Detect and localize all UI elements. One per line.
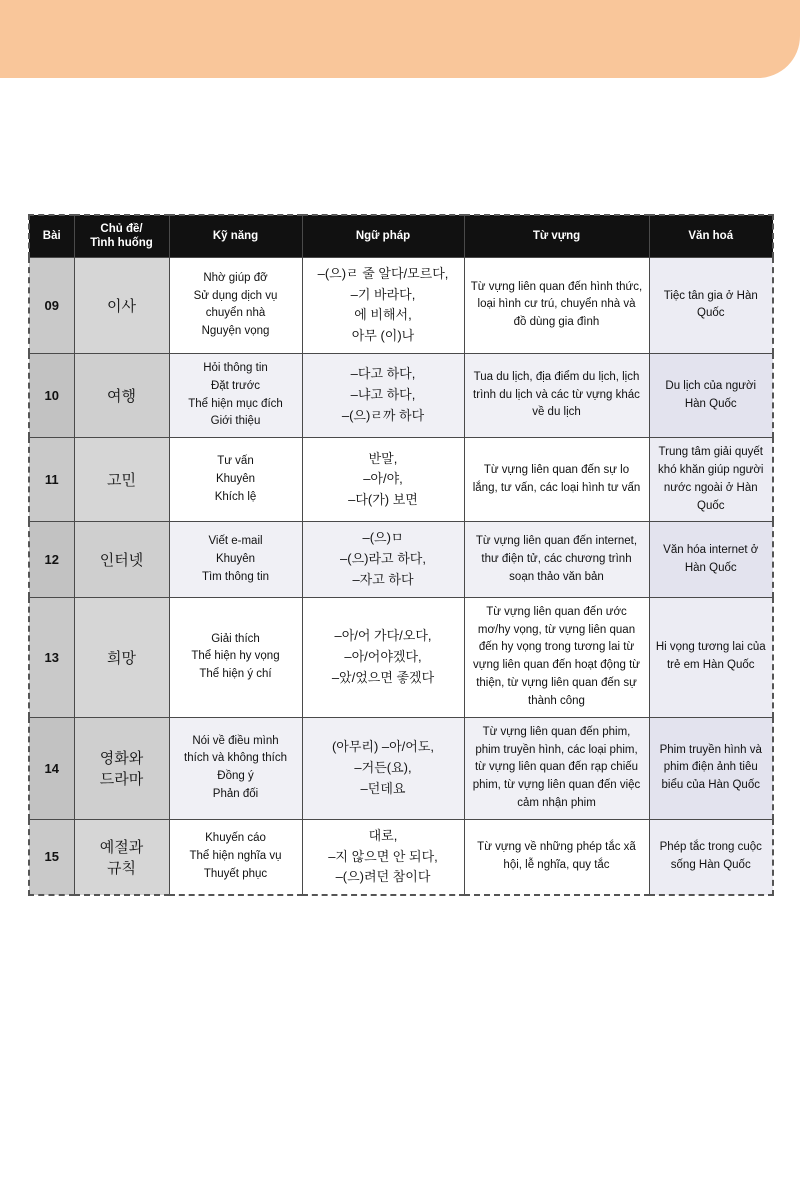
cell-skill	[169, 522, 302, 597]
cell-culture: Phép tắc trong cuộc sống Hàn Quốc	[649, 819, 773, 895]
cell-skill	[169, 597, 302, 717]
skill-line: Nhờ giúp đỡ	[203, 271, 268, 284]
skill-line: Tìm thông tin	[201, 570, 270, 583]
cell-skill	[169, 353, 302, 437]
table-row	[29, 819, 773, 895]
grammar-line: 에 비해서,	[354, 307, 412, 323]
column-header-topic	[74, 215, 169, 257]
skill-line: Khích lệ	[214, 490, 257, 503]
skill-line: thích và không thích	[184, 752, 287, 765]
grammar-line: –지 않으면 안 되다,	[328, 848, 438, 864]
cell-skill	[169, 819, 302, 895]
cell-culture: Hi vọng tương lai của trẻ em Hàn Quốc	[649, 597, 773, 717]
cell-culture: Trung tâm giải quyết khó khăn giúp người nước ngoài ở Hàn Quốc	[649, 438, 773, 522]
grammar-line: –(으)려던 참이다	[335, 869, 431, 885]
table-row	[29, 717, 773, 819]
skill-line: Thể hiện ý chí	[199, 668, 272, 681]
column-header-grammar: Ngữ pháp	[302, 215, 464, 257]
column-header-topic-line2: Tình huống	[90, 237, 153, 250]
topic-line: 예절과	[99, 838, 144, 856]
column-header-bai: Bài	[29, 215, 74, 257]
cell-grammar	[302, 257, 464, 353]
cell-lesson-number: 13	[29, 597, 74, 717]
grammar-line: –았/었으면 좋겠다	[331, 669, 435, 685]
column-header-culture: Văn hoá	[649, 215, 773, 257]
grammar-line: –다(가) 보면	[348, 492, 418, 508]
cell-topic: 인터넷	[74, 522, 169, 597]
table-row	[29, 522, 773, 597]
cell-skill	[169, 438, 302, 522]
skill-line: Nguyện vọng	[201, 325, 270, 338]
cell-grammar	[302, 717, 464, 819]
cell-vocabulary: Từ vựng liên quan đến ước mơ/hy vọng, từ vựng liên quan đến hy vọng trong tương lai từ vựng liên quan đến hoạt động từ thiện, từ vựng liên quan đến sự thành công	[464, 597, 649, 717]
table-row	[29, 597, 773, 717]
cell-lesson-number: 15	[29, 819, 74, 895]
cell-culture: Du lịch của người Hàn Quốc	[649, 353, 773, 437]
cell-topic: 이사	[74, 257, 169, 353]
syllabus-table	[28, 214, 774, 896]
skill-line: Thể hiện mục đích	[188, 397, 283, 410]
grammar-line: 아무 (이)나	[351, 328, 415, 344]
grammar-line: –(으)ㄹ 줄 알다/모르다,	[317, 265, 449, 281]
skill-line: Phản đối	[212, 788, 259, 801]
skill-line: Đặt trước	[210, 379, 261, 392]
skill-line: Hỏi thông tin	[203, 361, 268, 374]
grammar-line: –다고 하다,	[350, 366, 416, 382]
cell-culture: Phim truyền hình và phim điện ảnh tiêu biểu của Hàn Quốc	[649, 717, 773, 819]
topic-line: 규칙	[107, 859, 136, 877]
skill-line: Giải thích	[211, 632, 260, 645]
decorative-corner-band	[0, 0, 800, 78]
grammar-line: –(으)ㅁ	[362, 530, 404, 546]
table-header-row	[29, 215, 773, 257]
skill-line: Viết e-mail	[208, 534, 263, 547]
cell-vocabulary: Tua du lịch, địa điểm du lịch, lịch trình du lịch và các từ vựng khác về du lịch	[464, 353, 649, 437]
grammar-line: –자고 하다	[352, 572, 414, 588]
cell-grammar	[302, 597, 464, 717]
cell-vocabulary: Từ vựng về những phép tắc xã hội, lễ nghĩa, quy tắc	[464, 819, 649, 895]
cell-lesson-number: 12	[29, 522, 74, 597]
cell-culture: Tiệc tân gia ở Hàn Quốc	[649, 257, 773, 353]
grammar-line: 대로,	[368, 827, 398, 843]
grammar-line: –아/어 가다/오다,	[334, 628, 432, 644]
cell-topic: 여행	[74, 353, 169, 437]
cell-topic	[74, 717, 169, 819]
cell-vocabulary: Từ vựng liên quan đến internet, thư điện tử, các chương trình soạn thảo văn bản	[464, 522, 649, 597]
grammar-line: –거든(요),	[354, 759, 412, 775]
skill-line: Thể hiện hy vọng	[191, 650, 280, 663]
cell-skill	[169, 257, 302, 353]
skill-line: chuyển nhà	[205, 307, 266, 320]
grammar-line: –냐고 하다,	[350, 387, 416, 403]
skill-line: Khuyên	[215, 552, 255, 565]
cell-skill	[169, 717, 302, 819]
skill-line: Đồng ý	[217, 770, 254, 783]
cell-lesson-number: 09	[29, 257, 74, 353]
grammar-line: –(으)ㄹ까 하다	[341, 407, 425, 423]
cell-lesson-number: 14	[29, 717, 74, 819]
skill-line: Giới thiệu	[210, 415, 261, 428]
grammar-line: –아/어야겠다,	[344, 648, 422, 664]
cell-grammar	[302, 522, 464, 597]
topic-line: 영화와	[99, 750, 144, 768]
grammar-line: –기 바라다,	[350, 286, 416, 302]
cell-grammar	[302, 438, 464, 522]
column-header-topic-line1: Chủ đề/	[100, 223, 143, 235]
grammar-line: –아/야,	[363, 471, 403, 487]
grammar-line: (아무리) –아/어도,	[331, 739, 435, 755]
topic-line: 드라마	[99, 771, 144, 789]
cell-vocabulary: Từ vựng liên quan đến phim, phim truyền hình, các loại phim, từ vựng liên quan đến rạp chiếu phim, từ vựng liên quan đến việc cảm nhận phim	[464, 717, 649, 819]
table-row	[29, 438, 773, 522]
cell-grammar	[302, 819, 464, 895]
table-row	[29, 353, 773, 437]
skill-line: Tư vấn	[217, 455, 254, 468]
skill-line: Thuyết phục	[203, 867, 268, 880]
skill-line: Nói về điều mình	[192, 734, 279, 747]
cell-lesson-number: 11	[29, 438, 74, 522]
column-header-skill: Kỹ năng	[169, 215, 302, 257]
skill-line: Thể hiện nghĩa vụ	[189, 850, 282, 863]
cell-topic	[74, 819, 169, 895]
syllabus-table-container	[28, 214, 772, 896]
column-header-vocab: Từ vựng	[464, 215, 649, 257]
cell-culture: Văn hóa internet ở Hàn Quốc	[649, 522, 773, 597]
skill-line: Khuyến cáo	[205, 832, 266, 845]
cell-grammar	[302, 353, 464, 437]
cell-topic: 고민	[74, 438, 169, 522]
grammar-line: –(으)라고 하다,	[340, 551, 426, 567]
table-row	[29, 257, 773, 353]
cell-lesson-number: 10	[29, 353, 74, 437]
grammar-line: –던데요	[360, 780, 406, 796]
skill-line: Sử dụng dịch vụ	[193, 289, 278, 302]
cell-vocabulary: Từ vựng liên quan đến hình thức, loại hình cư trú, chuyển nhà và đồ dùng gia đình	[464, 257, 649, 353]
cell-vocabulary: Từ vựng liên quan đến sự lo lắng, tư vấn, các loại hình tư vấn	[464, 438, 649, 522]
grammar-line: 반말,	[368, 450, 398, 466]
skill-line: Khuyên	[215, 472, 255, 485]
cell-topic: 희망	[74, 597, 169, 717]
